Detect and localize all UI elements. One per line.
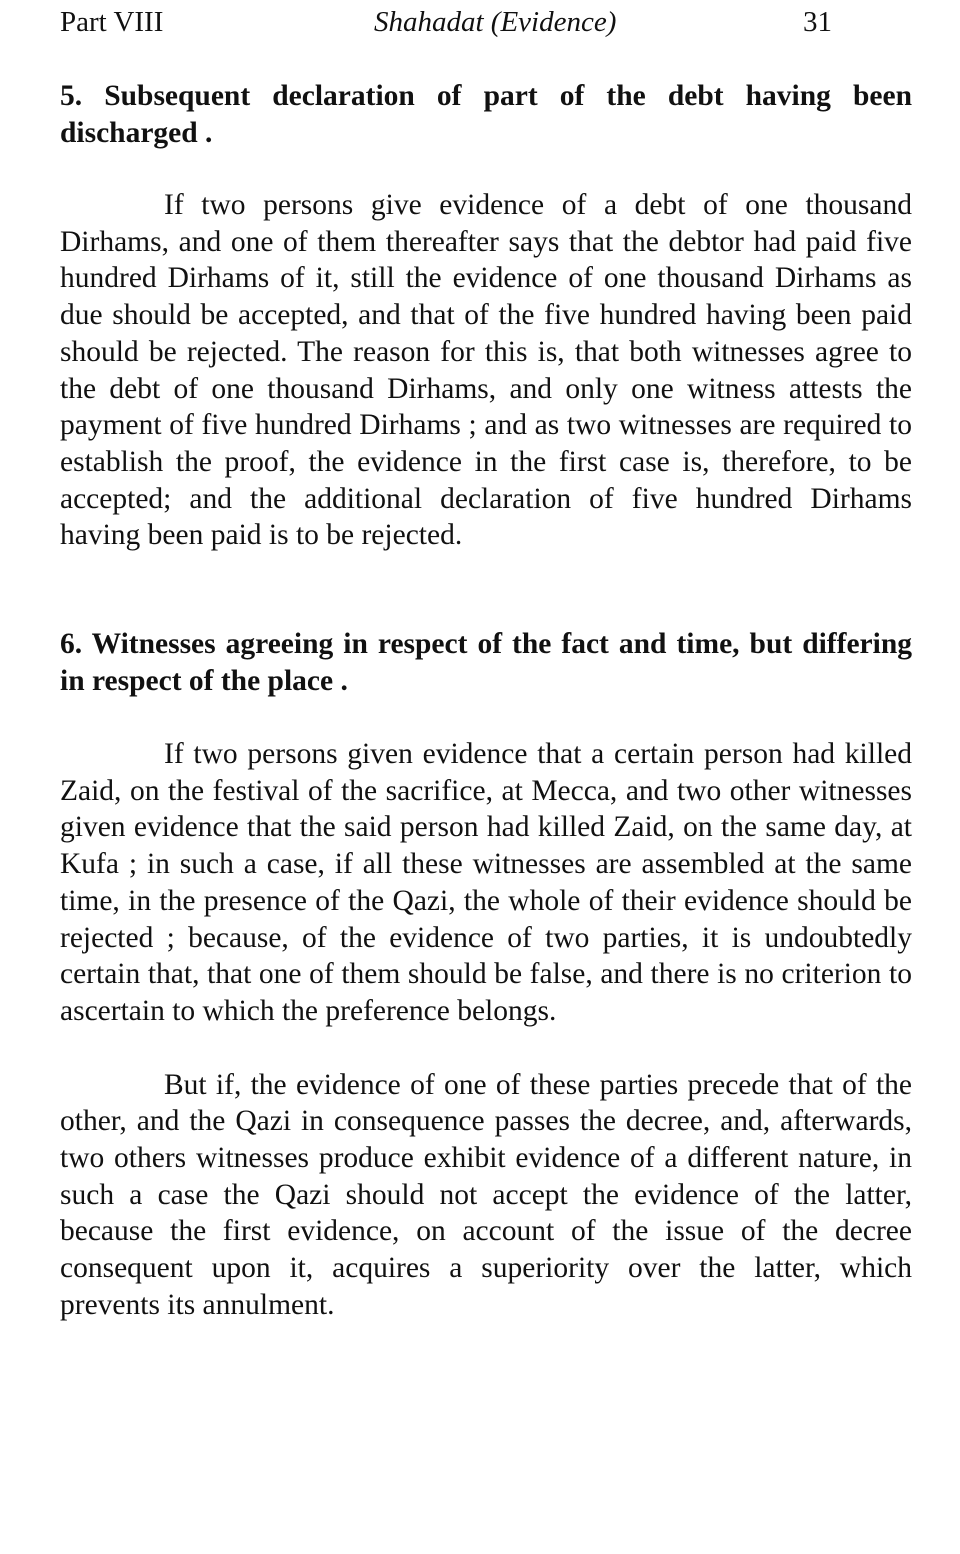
page-number: 31 [803,6,832,38]
chapter-title: Shahadat (Evidence) [374,6,617,38]
section-6-paragraph-2: But if, the evidence of one of these parties precede that of the other, and the Qazi in consequence passes the decree, and, afterwards, two others witnesses produce exhibit evidence of a different nature, in such a case the Qazi should not accept the evidence of the latter, because the first evidence, on account of the issue of the decree consequent upon it, acquires a superiority over the latter, which prevents its annulment. [60,1068,912,1321]
running-header [60,0,912,44]
section-5-paragraph: If two persons give evidence of a debt of one thousand Dirhams, and one of them thereafter says that the debtor had paid five hundred Dirhams of it, still the evidence of one thousand Dirhams as due should be accepted, and that of the five hundred having been paid should be rejected. The reason for this is, that both witnesses agree to the debt of one thousand Dirhams, and only one witness attests the payment of five hundred Dirhams ; and as two witnesses are required to establish the proof, the evidence in the first case is, therefore, to be accepted; and the additional declaration of five hundred Dirhams having been paid is to be rejected. [60,189,912,552]
section-heading-5: 5. Subsequent declaration of part of the debt having been discharged . [60,80,912,149]
document-page [60,0,912,1324]
section-heading-6: 6. Witnesses agreeing in respect of the fact and time, but differing in respect of the place . [60,628,912,697]
section-6-paragraph-1: If two persons given evidence that a certain person had killed Zaid, on the festival of the sacrifice, at Mecca, and two other witnesses given evidence that the said person had killed Zaid, on the same day, at Kufa ; in such a case, if all these witnesses are assembled at the same time, in the presence of the Qazi, the whole of their evidence should be rejected ; because, of the evidence of two parties, it is undoubtedly certain that, that one of them should be false, and there is no criterion to ascertain to which the preference belongs. [60,738,912,1027]
part-label: Part VIII [60,6,164,38]
